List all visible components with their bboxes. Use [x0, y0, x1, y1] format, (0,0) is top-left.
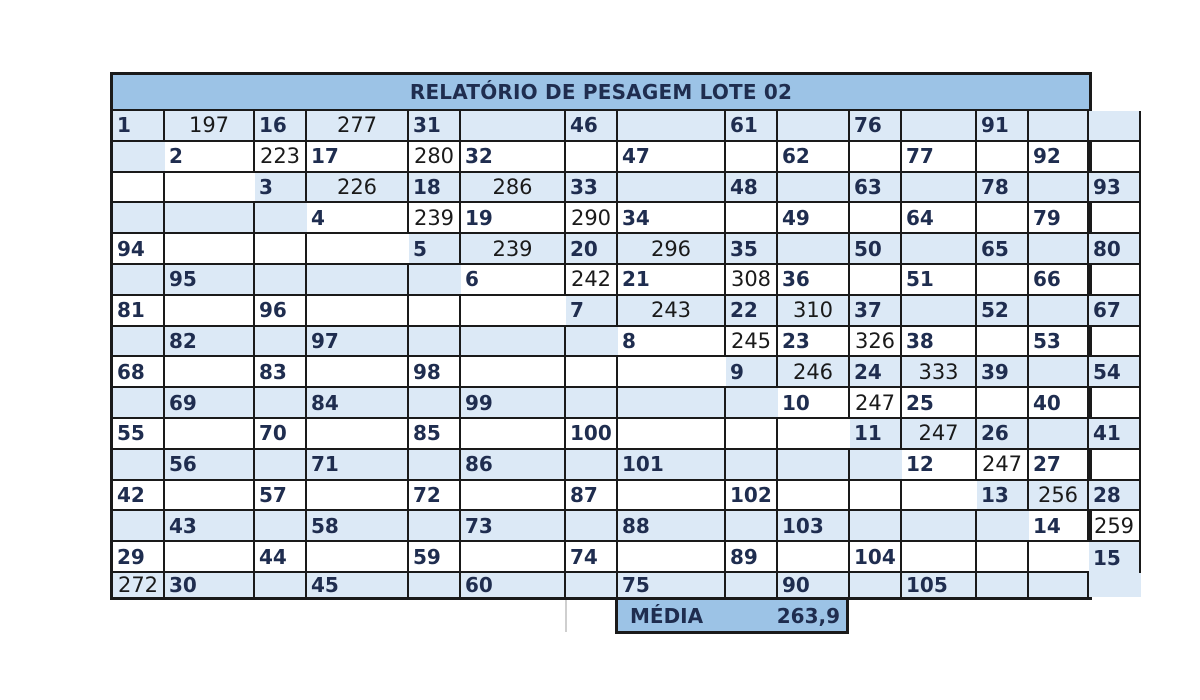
animal-number-cell [778, 450, 850, 481]
weight-cell [850, 265, 902, 296]
animal-number-cell: 25 [902, 388, 977, 419]
animal-number-cell: 47 [618, 142, 726, 173]
animal-number-cell: 2 [165, 142, 255, 173]
weight-cell [165, 419, 255, 450]
weight-cell: 239 [409, 203, 461, 234]
weight-cell [850, 450, 902, 481]
animal-number-cell: 14 [1029, 511, 1089, 542]
animal-number-cell: 46 [566, 111, 618, 142]
animal-number-cell: 9 [726, 357, 778, 388]
animal-number-cell: 35 [726, 234, 778, 265]
weight-cell [165, 542, 255, 573]
weight-cell [1029, 111, 1089, 142]
weight-cell: 310 [778, 296, 850, 327]
weight-cell [461, 542, 566, 573]
weight-cell [255, 511, 307, 542]
animal-number-cell: 44 [255, 542, 307, 573]
animal-number-cell: 23 [778, 327, 850, 358]
weight-cell [977, 511, 1029, 542]
weight-cell [977, 388, 1029, 419]
weight-cell [113, 511, 165, 542]
animal-number-cell: 20 [566, 234, 618, 265]
weight-cell [1089, 142, 1141, 173]
animal-number-cell: 88 [618, 511, 726, 542]
weight-cell [113, 450, 165, 481]
weight-cell [461, 111, 566, 142]
weight-cell [977, 265, 1029, 296]
animal-number-cell: 66 [1029, 265, 1089, 296]
animal-number-cell: 90 [778, 573, 850, 597]
weight-cell [113, 265, 165, 296]
animal-number-cell: 7 [566, 296, 618, 327]
weight-cell [902, 111, 977, 142]
animal-number-cell: 39 [977, 357, 1029, 388]
animal-number-cell: 29 [113, 542, 165, 573]
weight-cell [113, 327, 165, 358]
weight-cell [850, 511, 902, 542]
animal-number-cell: 53 [1029, 327, 1089, 358]
weight-cell: 256 [1029, 481, 1089, 512]
animal-number-cell: 79 [1029, 203, 1089, 234]
weight-cell [566, 511, 618, 542]
average-value: 263,9 [776, 603, 840, 628]
weight-cell [307, 296, 409, 327]
animal-number-cell: 8 [618, 327, 726, 358]
animal-number-cell: 76 [850, 111, 902, 142]
animal-number-cell: 61 [726, 111, 778, 142]
weight-cell [409, 450, 461, 481]
animal-number-cell: 77 [902, 142, 977, 173]
animal-number-cell [977, 542, 1029, 573]
weight-cell [409, 511, 461, 542]
animal-number-cell: 5 [409, 234, 461, 265]
weight-cell: 242 [566, 265, 618, 296]
weight-cell: 326 [850, 327, 902, 358]
weight-cell: 280 [409, 142, 461, 173]
animal-number-cell: 69 [165, 388, 255, 419]
weight-cell [977, 203, 1029, 234]
animal-number-cell: 10 [778, 388, 850, 419]
animal-number-cell: 50 [850, 234, 902, 265]
weight-cell [618, 419, 726, 450]
weight-cell [1089, 388, 1141, 419]
weight-cell: 239 [461, 234, 566, 265]
animal-number-cell: 74 [566, 542, 618, 573]
weight-cell [255, 265, 307, 296]
animal-number-cell: 71 [307, 450, 409, 481]
weight-cell [307, 542, 409, 573]
animal-number-cell: 86 [461, 450, 566, 481]
animal-number-cell: 18 [409, 173, 461, 204]
weight-cell [307, 234, 409, 265]
weight-cell: 246 [778, 357, 850, 388]
animal-number-cell: 94 [113, 234, 165, 265]
animal-number-cell: 73 [461, 511, 566, 542]
weight-cell [850, 142, 902, 173]
animal-number-cell: 99 [461, 388, 566, 419]
weight-cell [1089, 265, 1141, 296]
animal-number-cell [726, 419, 778, 450]
weight-cell [307, 481, 409, 512]
animal-number-cell: 54 [1089, 357, 1141, 388]
weight-cell [618, 111, 726, 142]
weight-cell [255, 388, 307, 419]
animal-number-cell [902, 511, 977, 542]
animal-number-cell: 36 [778, 265, 850, 296]
weight-cell [409, 388, 461, 419]
weight-cell: 333 [902, 357, 977, 388]
animal-number-cell: 3 [255, 173, 307, 204]
weight-cell [566, 327, 618, 358]
animal-number-cell: 30 [165, 573, 255, 597]
animal-number-cell: 96 [255, 296, 307, 327]
animal-number-cell: 78 [977, 173, 1029, 204]
weight-cell [902, 173, 977, 204]
weight-cell: 296 [618, 234, 726, 265]
weight-cell [255, 327, 307, 358]
weight-cell [726, 203, 778, 234]
weight-cell [461, 419, 566, 450]
animal-number-cell [1089, 111, 1141, 142]
weight-cell [1089, 573, 1141, 597]
animal-number-cell: 104 [850, 542, 902, 573]
weight-cell [778, 111, 850, 142]
animal-number-cell: 1 [113, 111, 165, 142]
weight-cell [778, 234, 850, 265]
animal-number-cell [1029, 573, 1089, 597]
animal-number-cell [409, 296, 461, 327]
weight-cell [566, 142, 618, 173]
animal-number-cell [566, 357, 618, 388]
animal-number-cell: 37 [850, 296, 902, 327]
weight-cell: 272 [113, 573, 165, 597]
animal-number-cell: 31 [409, 111, 461, 142]
animal-number-cell: 83 [255, 357, 307, 388]
weight-cell: 197 [165, 111, 255, 142]
weight-cell [461, 296, 566, 327]
weight-cell [618, 542, 726, 573]
animal-number-cell: 100 [566, 419, 618, 450]
weight-cell: 226 [307, 173, 409, 204]
animal-number-cell: 26 [977, 419, 1029, 450]
average-summary [615, 600, 849, 634]
animal-number-cell [255, 234, 307, 265]
animal-number-cell: 15 [1089, 542, 1141, 573]
animal-number-cell [618, 388, 726, 419]
weight-cell [778, 419, 850, 450]
weight-cell [850, 573, 902, 597]
weight-cell [1029, 542, 1089, 573]
weight-grid [113, 111, 1135, 597]
animal-number-cell: 70 [255, 419, 307, 450]
weight-cell [977, 142, 1029, 173]
weight-cell [726, 450, 778, 481]
animal-number-cell: 89 [726, 542, 778, 573]
animal-number-cell: 93 [1089, 173, 1141, 204]
animal-number-cell: 43 [165, 511, 255, 542]
animal-number-cell: 6 [461, 265, 566, 296]
animal-number-cell: 40 [1029, 388, 1089, 419]
animal-number-cell: 68 [113, 357, 165, 388]
animal-number-cell: 24 [850, 357, 902, 388]
weight-cell [902, 234, 977, 265]
weight-cell [850, 203, 902, 234]
weight-cell [1029, 234, 1089, 265]
weighing-report-table [110, 72, 1135, 600]
weight-cell [165, 234, 255, 265]
weight-cell [566, 573, 618, 597]
weight-cell: 247 [902, 419, 977, 450]
animal-number-cell: 52 [977, 296, 1029, 327]
animal-number-cell: 97 [307, 327, 409, 358]
weight-cell [461, 357, 566, 388]
animal-number-cell: 85 [409, 419, 461, 450]
animal-number-cell: 60 [461, 573, 566, 597]
weight-cell [461, 481, 566, 512]
weight-cell [566, 450, 618, 481]
weight-cell [113, 142, 165, 173]
animal-number-cell: 45 [307, 573, 409, 597]
animal-number-cell: 33 [566, 173, 618, 204]
animal-number-cell: 102 [726, 481, 778, 512]
animal-number-cell: 51 [902, 265, 977, 296]
animal-number-cell: 32 [461, 142, 566, 173]
weight-cell: 286 [461, 173, 566, 204]
animal-number-cell [850, 481, 902, 512]
average-label: MÉDIA [630, 603, 704, 628]
weight-cell [165, 296, 255, 327]
weight-cell [977, 327, 1029, 358]
animal-number-cell: 41 [1089, 419, 1141, 450]
animal-number-cell [113, 173, 165, 204]
animal-number-cell: 56 [165, 450, 255, 481]
animal-number-cell [461, 327, 566, 358]
animal-number-cell: 4 [307, 203, 409, 234]
weight-cell [778, 173, 850, 204]
animal-number-cell: 67 [1089, 296, 1141, 327]
animal-number-cell: 81 [113, 296, 165, 327]
weight-cell [1089, 203, 1141, 234]
weight-cell [165, 173, 255, 204]
animal-number-cell: 13 [977, 481, 1029, 512]
animal-number-cell: 72 [409, 481, 461, 512]
animal-number-cell: 16 [255, 111, 307, 142]
weight-cell [618, 481, 726, 512]
weight-cell [726, 573, 778, 597]
weight-cell: 308 [726, 265, 778, 296]
weight-cell [902, 296, 977, 327]
animal-number-cell: 34 [618, 203, 726, 234]
animal-number-cell: 17 [307, 142, 409, 173]
report-title: RELATÓRIO DE PESAGEM LOTE 02 [113, 75, 1089, 111]
weight-cell [1029, 357, 1089, 388]
animal-number-cell: 38 [902, 327, 977, 358]
animal-number-cell: 63 [850, 173, 902, 204]
animal-number-cell: 64 [902, 203, 977, 234]
animal-number-cell: 101 [618, 450, 726, 481]
weight-cell [255, 450, 307, 481]
weight-cell [618, 357, 726, 388]
animal-number-cell: 11 [850, 419, 902, 450]
animal-number-cell: 95 [165, 265, 255, 296]
weight-cell [778, 481, 850, 512]
animal-number-cell: 62 [778, 142, 850, 173]
column-stub-line [565, 600, 567, 632]
weight-cell [1029, 173, 1089, 204]
weight-cell: 223 [255, 142, 307, 173]
weight-cell [977, 573, 1029, 597]
weight-cell [726, 142, 778, 173]
weight-cell: 290 [566, 203, 618, 234]
weight-cell [165, 357, 255, 388]
animal-number-cell: 65 [977, 234, 1029, 265]
animal-number-cell: 92 [1029, 142, 1089, 173]
animal-number-cell: 28 [1089, 481, 1141, 512]
weight-cell [113, 203, 165, 234]
weight-cell [1029, 296, 1089, 327]
animal-number-cell: 80 [1089, 234, 1141, 265]
weight-cell [165, 481, 255, 512]
animal-number-cell: 91 [977, 111, 1029, 142]
weight-cell [307, 419, 409, 450]
animal-number-cell: 49 [778, 203, 850, 234]
animal-number-cell: 58 [307, 511, 409, 542]
animal-number-cell: 27 [1029, 450, 1089, 481]
weight-cell [902, 481, 977, 512]
animal-number-cell [165, 203, 255, 234]
weight-cell: 247 [850, 388, 902, 419]
animal-number-cell [307, 265, 409, 296]
weight-cell [1029, 419, 1089, 450]
weight-cell [726, 388, 778, 419]
weight-cell [566, 388, 618, 419]
weight-cell [618, 173, 726, 204]
animal-number-cell: 55 [113, 419, 165, 450]
weight-cell [255, 573, 307, 597]
animal-number-cell: 21 [618, 265, 726, 296]
animal-number-cell: 42 [113, 481, 165, 512]
weight-cell: 247 [977, 450, 1029, 481]
weight-cell: 243 [618, 296, 726, 327]
weight-cell [1089, 450, 1141, 481]
weight-cell [902, 542, 977, 573]
weight-cell: 277 [307, 111, 409, 142]
animal-number-cell: 87 [566, 481, 618, 512]
weight-cell [307, 357, 409, 388]
weight-cell: 259 [1089, 511, 1141, 542]
animal-number-cell: 82 [165, 327, 255, 358]
animal-number-cell: 59 [409, 542, 461, 573]
animal-number-cell: 48 [726, 173, 778, 204]
animal-number-cell: 84 [307, 388, 409, 419]
weight-cell [1089, 327, 1141, 358]
animal-number-cell: 57 [255, 481, 307, 512]
weight-cell [409, 327, 461, 358]
weight-cell [255, 203, 307, 234]
animal-number-cell: 105 [902, 573, 977, 597]
animal-number-cell: 19 [461, 203, 566, 234]
weight-cell [113, 388, 165, 419]
weight-cell [778, 542, 850, 573]
animal-number-cell: 22 [726, 296, 778, 327]
weight-cell [409, 573, 461, 597]
animal-number-cell: 103 [778, 511, 850, 542]
weight-cell [409, 265, 461, 296]
weight-cell: 245 [726, 327, 778, 358]
animal-number-cell: 12 [902, 450, 977, 481]
animal-number-cell: 75 [618, 573, 726, 597]
animal-number-cell: 98 [409, 357, 461, 388]
weight-cell [726, 511, 778, 542]
